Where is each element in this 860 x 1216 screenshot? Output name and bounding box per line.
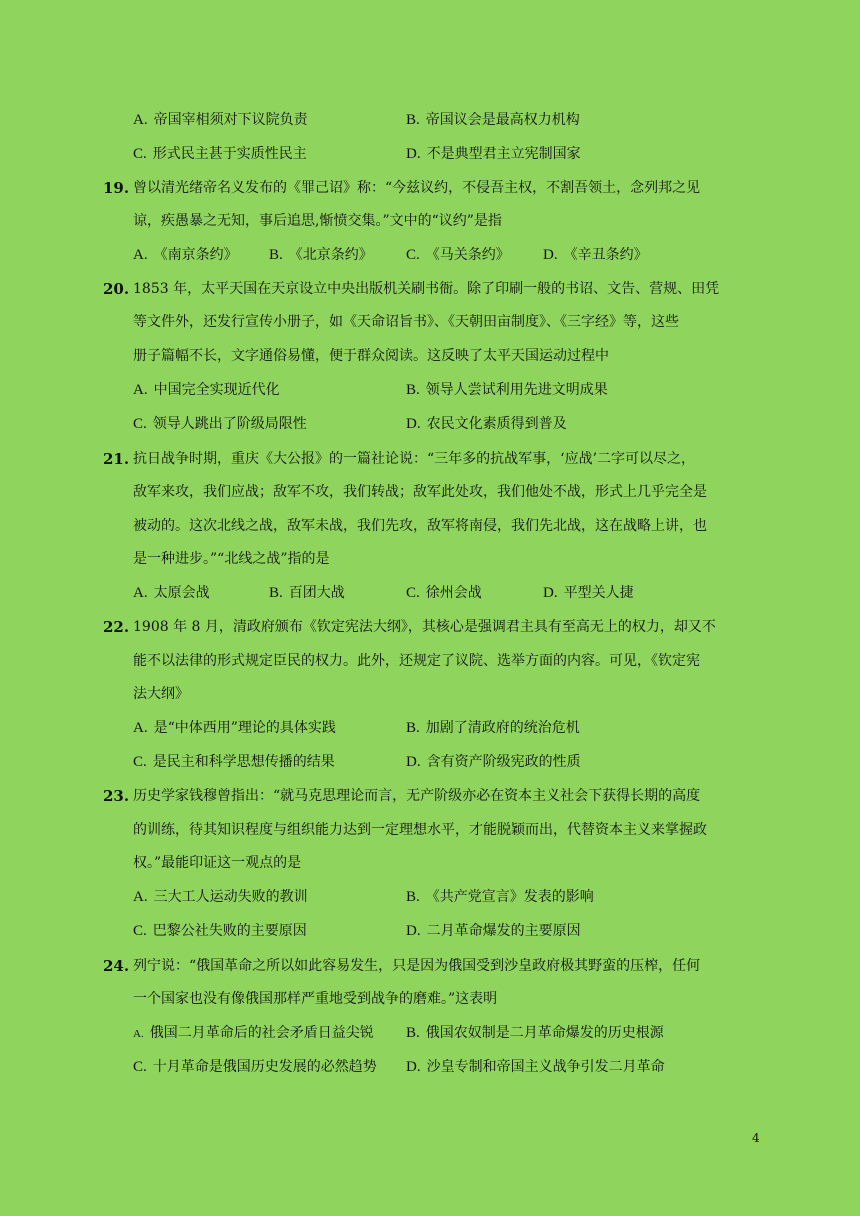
q24-option-a: A. 俄国二月革命后的社会矛盾日益尖锐 <box>133 1025 374 1041</box>
q19-option-b: B. 《北京条约》 <box>269 247 373 263</box>
q20-option-c: C. 领导人跳出了阶级局限性 <box>133 416 307 432</box>
q24-option-c: C. 十月革命是俄国历史发展的必然趋势 <box>133 1059 377 1075</box>
q20-number: 20. <box>103 280 130 298</box>
q18-option-d: D. 不是典型君主立宪制国家 <box>406 146 581 162</box>
q23-stem-line-2: 的训练，待其知识程度与组织能力达到一定理想水平，才能脱颖而出，代替资本主义来掌握政 <box>133 822 707 838</box>
q23-stem-line-3: 权。”最能印证这一观点的是 <box>133 855 302 871</box>
q19-option-a: A. 《南京条约》 <box>133 247 238 263</box>
q18-option-b: B. 帝国议会是最高权力机构 <box>406 112 580 128</box>
q21-option-a: A. 太原会战 <box>133 585 210 601</box>
q22-option-b: B. 加剧了清政府的统治危机 <box>406 720 580 736</box>
q21-number: 21. <box>103 450 130 468</box>
q23-number: 23. <box>103 787 130 805</box>
q24-stem-line-1: 列宁说：“俄国革命之所以如此容易发生，只是因为俄国受到沙皇政府极其野蛮的压榨，任何 <box>133 958 701 974</box>
q21-option-b: B. 百团大战 <box>269 585 345 601</box>
q20-option-d: D. 农民文化素质得到普及 <box>406 416 567 432</box>
q20-stem-line-3: 册子篇幅不长，文字通俗易懂，便于群众阅读。这反映了太平天国运动过程中 <box>133 348 609 364</box>
q22-option-a: A. 是“中体西用”理论的具体实践 <box>133 720 336 736</box>
q20-stem-line-1: 1853 年，太平天国在天京设立中央出版机关刷书衙。除了印刷一般的书诏、文告、营规、田凭 <box>133 281 720 297</box>
q22-stem-line-3: 法大纲》 <box>133 686 189 702</box>
q24-option-b: B. 俄国农奴制是二月革命爆发的历史根源 <box>406 1025 664 1041</box>
q18-option-c: C. 形式民主甚于实质性民主 <box>133 146 307 162</box>
q23-option-b: B. 《共产党宣言》发表的影响 <box>406 889 594 905</box>
q22-option-c: C. 是民主和科学思想传播的结果 <box>133 754 335 770</box>
q22-stem-line-2: 能不以法律的形式规定臣民的权力。此外，还规定了议院、选举方面的内容。可见，《钦定宪 <box>133 653 700 669</box>
q21-option-c: C. 徐州会战 <box>406 585 482 601</box>
q21-stem-line-3: 被动的。这次北线之战，敌军未战，我们先攻，敌军将南侵，我们先北战，这在战略上讲，也 <box>133 518 707 534</box>
q22-stem-line-1: 1908 年 8 月，清政府颁布《钦定宪法大纲》，其核心是强调君主具有至高无上的权力，却又不 <box>133 619 716 635</box>
q19-stem-line-1: 曾以清光绪帝名义发布的《罪己诏》称：“今兹议约，不侵吾主权，不割吾领土，念列邦之见 <box>133 180 701 196</box>
q21-option-d: D. 平型关人捷 <box>543 585 634 601</box>
q21-stem-line-4: 是一种进步。”“北线之战”指的是 <box>133 551 330 567</box>
q20-option-a: A. 中国完全实现近代化 <box>133 382 280 398</box>
q23-stem-line-1: 历史学家钱穆曾指出：“就马克思理论而言，无产阶级亦必在资本主义社会下获得长期的高度 <box>133 788 701 804</box>
q19-option-d: D. 《辛丑条约》 <box>543 247 648 263</box>
q20-option-b: B. 领导人尝试利用先进文明成果 <box>406 382 608 398</box>
q24-option-d: D. 沙皇专制和帝国主义战争引发二月革命 <box>406 1059 665 1075</box>
q23-option-a: A. 三大工人运动失败的教训 <box>133 889 308 905</box>
q23-option-c: C. 巴黎公社失败的主要原因 <box>133 923 307 939</box>
q22-number: 22. <box>103 618 130 636</box>
q19-number: 19. <box>103 179 130 197</box>
q18-option-a: A. 帝国宰相须对下议院负责 <box>133 112 308 128</box>
q24-number: 24. <box>103 957 130 975</box>
q19-stem-line-2: 谅，疾愚暴之无知，事后追思,惭愤交集。”文中的“议约”是指 <box>133 213 502 229</box>
q20-stem-line-2: 等文件外，还发行宣传小册子，如《天命诏旨书》、《天朝田亩制度》、《三字经》等，这些 <box>133 314 679 330</box>
q23-option-d: D. 二月革命爆发的主要原因 <box>406 923 581 939</box>
page-number: 4 <box>752 1131 760 1145</box>
q19-option-c: C. 《马关条约》 <box>406 247 510 263</box>
q24-stem-line-2: 一个国家也没有像俄国那样严重地受到战争的磨难。”这表明 <box>133 991 498 1007</box>
q22-option-d: D. 含有资产阶级宪政的性质 <box>406 754 581 770</box>
q21-stem-line-1: 抗日战争时期，重庆《大公报》的一篇社论说：“三年多的抗战军事，‘应战’二字可以尽之， <box>133 451 696 467</box>
q21-stem-line-2: 敌军来攻，我们应战；敌军不攻，我们转战；敌军此处攻，我们他处不战，形式上几乎完全是 <box>133 484 707 500</box>
